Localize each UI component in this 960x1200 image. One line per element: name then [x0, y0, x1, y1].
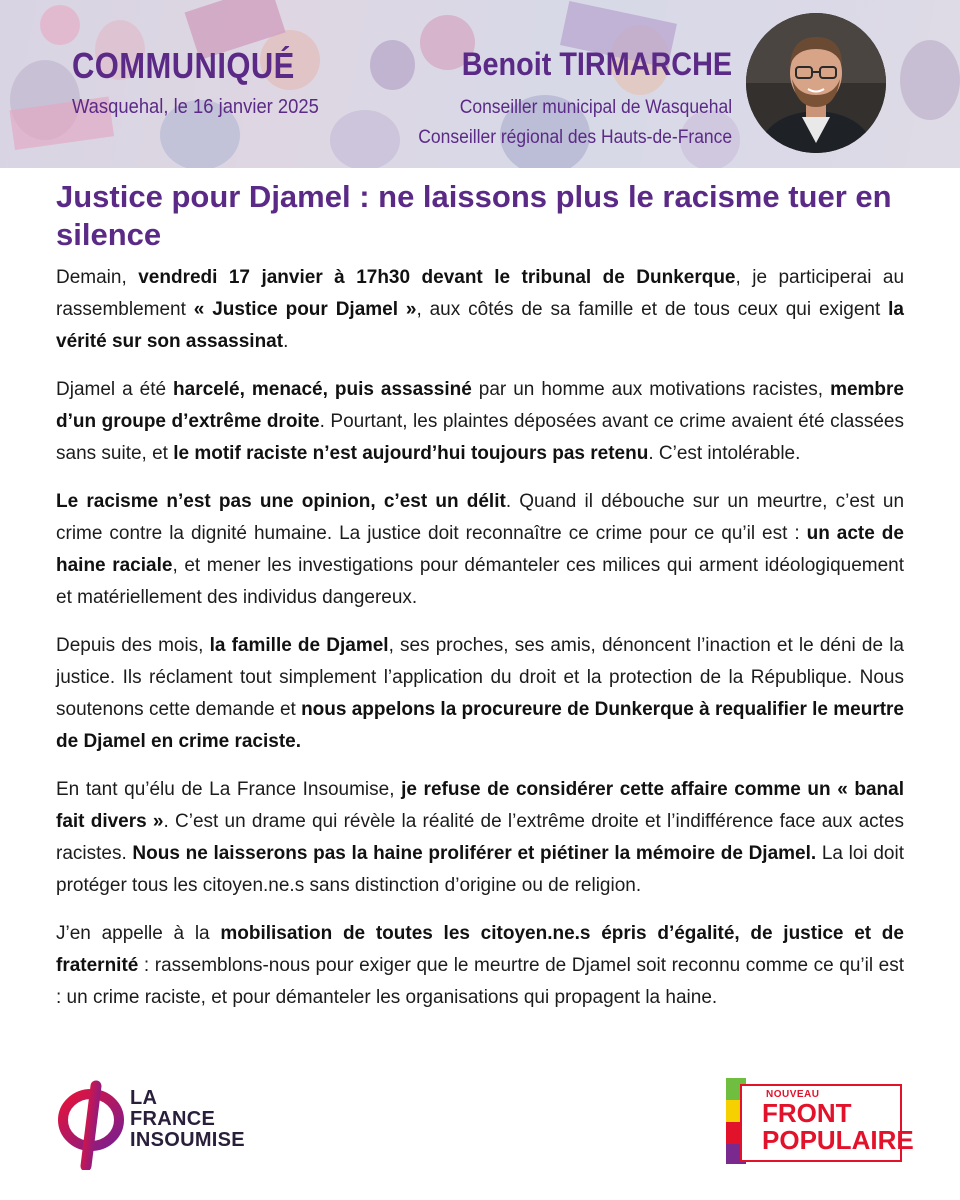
paragraph-appel-mobilisation: J’en appelle à la mobilisation de toutes les citoyen.ne.s épris d’égalité, de justice et de fraternité : rassemblons-nous pour exiger que le meurtre de Djamel soit reconnu comme ce qu’il est : un crime raciste, et pour démanteler les organisations qui propagent la haine. [56, 923, 904, 1008]
author-block [391, 46, 732, 153]
lfi-line-insoumise: INSOUMISE [130, 1129, 245, 1151]
nfp-line-front: FRONT [762, 1098, 852, 1128]
lfi-line-la: LA [130, 1087, 158, 1109]
paragraph-assassinat: Djamel a été harcelé, menacé, puis assassiné par un homme aux motivations racistes, membre d’un groupe d’extrême droite. Pourtant, les plaintes déposées avant ce crime avaient été classées sans suite, et le motif raciste n’est aujourd’hui toujours pas retenu. C’est intolérable. [56, 379, 904, 464]
author-portrait-photo [746, 13, 886, 153]
author-role-regional: Conseiller régional des Hauts-de-France [418, 127, 732, 148]
author-role-municipal: Conseiller municipal de Wasquehal [459, 97, 732, 118]
phi-icon [56, 1080, 126, 1170]
nfp-line-populaire: POPULAIRE [762, 1125, 914, 1155]
headline: Justice pour Djamel : ne laissons plus le racisme tuer en silence [56, 179, 892, 252]
communique-date: Wasquehal, le 16 janvier 2025 [72, 96, 319, 118]
lfi-line-france: FRANCE [130, 1108, 216, 1130]
nfp-logo [724, 1078, 914, 1164]
nfp-nouveau: NOUVEAU [766, 1089, 820, 1100]
header-banner [0, 0, 960, 168]
communique-title: COMMUNIQUÉ [72, 45, 295, 86]
communique-body [56, 178, 904, 1030]
author-name: Benoit TIRMARCHE [461, 46, 732, 82]
nfp-wordmark-box [740, 1084, 914, 1162]
paragraph-famille: Depuis des mois, la famille de Djamel, ses proches, ses amis, dénoncent l’inaction et le déni de la justice. Ils réclament tout simplement l’application du droit et la protection de la République. Nous soutenons cette demande et nous appelons la procureure de Dunkerque à requalifier le meurtre de Djamel en crime raciste. [56, 635, 904, 752]
paragraph-elu-lfi: En tant qu’élu de La France Insoumise, je refuse de considérer cette affaire comme un « banal fait divers ». C’est un drame qui révèle la réalité de l’extrême droite et l’indifférence face aux actes racistes. Nous ne laisserons pas la haine proliférer et piétiner la mémoire de Djamel. La loi doit protéger tous les citoyen.ne.s sans distinction d’origine ou de religion. [56, 779, 905, 896]
lfi-wordmark [130, 1088, 245, 1151]
paragraph-rassemblement: Demain, vendredi 17 janvier à 17h30 devant le tribunal de Dunkerque, je participerai au rassemblement « Justice pour Djamel », aux côtés de sa famille et de tous ceux qui exigent la vérité sur son assassinat. [56, 267, 905, 352]
lfi-logo [56, 1080, 256, 1170]
nfp-title [762, 1100, 914, 1154]
paragraph-racisme-delit: Le racisme n’est pas une opinion, c’est un délit. Quand il débouche sur un meurtre, c’est un crime contre la dignité humaine. La justice doit reconnaître ce crime pour ce qu’il est : un acte de haine raciale, et mener les investigations pour démanteler ces milices qui arment idéologiquement et matériellement des individus dangereux. [56, 491, 905, 608]
